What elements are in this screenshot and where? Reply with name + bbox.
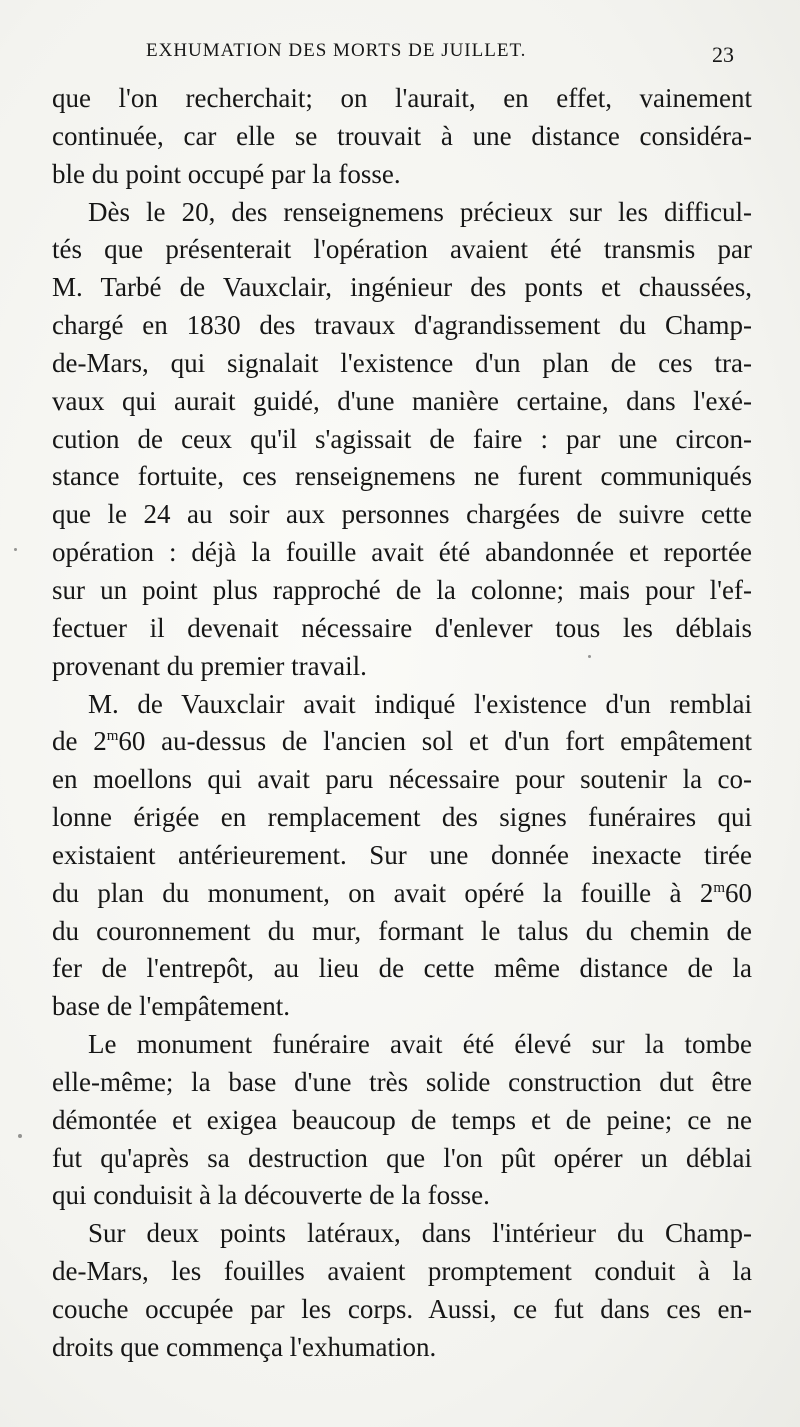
text-line: ble du point occupé par la fosse. xyxy=(52,158,401,189)
text-line: base de l'empâtement. xyxy=(52,991,291,1022)
text-line: que l'on recherchait; on l'aurait, en effet, vainement xyxy=(52,83,752,113)
text-line: opération : déjà la fouille avait été abandonnée et reportée xyxy=(52,537,752,568)
text-line: chargé en 1830 des travaux d'agrandissement du Champ- xyxy=(52,310,752,341)
paragraph xyxy=(52,1026,752,1215)
text-line: provenant du premier travail. xyxy=(52,650,367,681)
text-line: sur un point plus rapproché de la colonne; mais pour l'ef- xyxy=(52,574,752,605)
text-line: en moellons qui avait paru nécessaire pour soutenir la co- xyxy=(52,764,752,795)
running-title: EXHUMATION DES MORTS DE JUILLET. xyxy=(146,40,527,61)
text-line: Dès le 20, des renseignemens précieux sur les difficul- xyxy=(88,196,752,227)
text-line: vaux qui aurait guidé, d'une manière certaine, dans l'exé- xyxy=(52,385,752,416)
text-line: Le monument funéraire avait été élevé sur la tombe xyxy=(88,1029,752,1060)
text-line: couche occupée par les corps. Aussi, ce fut dans ces en- xyxy=(52,1294,752,1324)
text-line: démontée et exigea beaucoup de temps et de peine; ce ne xyxy=(52,1104,752,1135)
print-speck xyxy=(14,548,17,551)
text-line: M. Tarbé de Vauxclair, ingénieur des ponts et chaussées, xyxy=(52,272,752,303)
paragraph xyxy=(52,194,752,686)
text-line: Sur deux points latéraux, dans l'intérieur du Champ- xyxy=(88,1218,752,1249)
paragraph xyxy=(52,686,752,1027)
text-line: lonne érigée en remplacement des signes funéraires qui xyxy=(52,802,752,833)
text-line: fer de l'entrepôt, au lieu de cette même distance de la xyxy=(52,953,752,984)
text-line: continuée, car elle se trouvait à une distance considéra- xyxy=(52,120,752,151)
text-line: elle-même; la base d'une très solide construction dut être xyxy=(52,1066,752,1097)
text-line: fut qu'après sa destruction que l'on pût opérer un déblai xyxy=(52,1142,752,1173)
text-line: cution de ceux qu'il s'agissait de faire : par une circon- xyxy=(52,423,752,454)
print-speck xyxy=(588,655,591,658)
text-line: de-Mars, les fouilles avaient promptement conduit à la xyxy=(52,1256,752,1287)
text-line: fectuer il devenait nécessaire d'enlever tous les déblais xyxy=(52,612,752,643)
paragraph xyxy=(52,1215,752,1366)
text-line: de-Mars, qui signalait l'existence d'un plan de ces tra- xyxy=(52,347,752,378)
paragraph xyxy=(52,80,752,194)
text-line: du plan du monument, on avait opéré la fouille à 2$^m$60 xyxy=(52,877,752,908)
body-text xyxy=(52,80,752,1367)
text-line: qui conduisit à la découverte de la fosse. xyxy=(52,1180,490,1211)
page-number: 23 xyxy=(712,42,734,67)
text-line: du couronnement du mur, formant le talus du chemin de xyxy=(52,915,752,946)
text-line: stance fortuite, ces renseignemens ne furent communiqués xyxy=(52,461,752,492)
text-line: tés que présenterait l'opération avaient été transmis par xyxy=(52,234,752,265)
text-line: que le 24 au soir aux personnes chargées de suivre cette xyxy=(52,499,752,530)
text-line: droits que commença l'exhumation. xyxy=(52,1331,437,1362)
text-line: M. de Vauxclair avait indiqué l'existence d'un remblai xyxy=(88,688,752,719)
text-line: existaient antérieurement. Sur une donnée inexacte tirée xyxy=(52,839,752,870)
print-speck xyxy=(18,1134,22,1138)
text-line: de 2$^m$60 au-dessus de l'ancien sol et d'un fort empâtement xyxy=(52,726,753,757)
